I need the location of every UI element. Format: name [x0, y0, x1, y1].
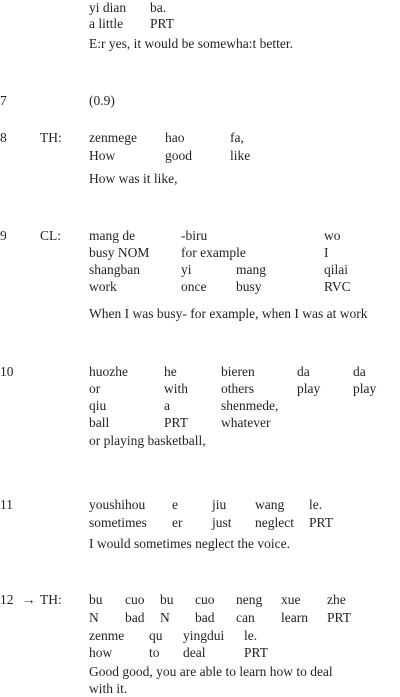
gloss-word: or	[89, 381, 101, 396]
translation-line: or playing basketball,	[89, 433, 206, 448]
gloss-word: How	[89, 148, 116, 163]
gloss-word: play	[353, 381, 377, 396]
gloss-word: bad	[125, 610, 145, 625]
gloss-word: ba.	[150, 0, 167, 15]
gloss-word: deal	[183, 645, 206, 660]
gloss-word: PRT	[164, 415, 188, 430]
gloss-word: others	[221, 381, 254, 396]
gloss-word: good	[165, 148, 192, 163]
gloss-word: bu	[89, 592, 103, 607]
gloss-word: hao	[165, 130, 185, 145]
gloss-word: busy	[236, 279, 262, 294]
gloss-word: er	[172, 515, 183, 530]
translation-line: with it.	[89, 681, 128, 696]
gloss-word: yingdui	[183, 628, 225, 643]
gloss-word: wang	[255, 497, 285, 512]
gloss-word: N	[160, 610, 170, 625]
gloss-word: whatever	[221, 415, 271, 430]
gloss-word: shenmede,	[221, 398, 279, 413]
gloss-word: can	[236, 610, 255, 625]
gloss-word: once	[181, 279, 207, 294]
gloss-word: yi	[181, 262, 192, 277]
line-number: 12	[0, 592, 14, 607]
gloss-word: zhe	[327, 592, 346, 607]
gloss-word: da	[353, 364, 366, 379]
gloss-word: like	[230, 148, 251, 163]
gloss-word: e	[172, 497, 178, 512]
gloss-word: play	[297, 381, 321, 396]
gloss-word: huozhe	[89, 364, 128, 379]
gloss-word: a	[164, 398, 170, 413]
gloss-word: N	[89, 610, 99, 625]
translation-line: Good good, you are able to learn how to deal	[89, 664, 333, 679]
gloss-word: work	[89, 279, 117, 294]
gloss-word: cuo	[195, 592, 215, 607]
line-number: 10	[0, 364, 14, 379]
gloss-word: le.	[309, 497, 323, 512]
gloss-word: mang de	[89, 228, 136, 243]
gloss-word: qiu	[89, 398, 107, 413]
gloss-word: yi dian	[89, 0, 127, 15]
gloss-word: just	[212, 515, 232, 530]
gloss-word: youshihou	[89, 497, 146, 512]
gloss-word: wo	[324, 228, 341, 243]
speaker-label: CL:	[40, 228, 62, 243]
gloss-word: PRT	[309, 515, 333, 530]
gloss-word: for example	[181, 245, 246, 260]
gloss-word: qu	[149, 628, 163, 643]
gloss-word: sometimes	[89, 515, 147, 530]
line-number: 7	[0, 93, 7, 108]
line-number: 9	[0, 228, 7, 243]
gloss-word: neglect	[255, 515, 294, 530]
translation-line: How was it like,	[89, 171, 178, 186]
arrow-icon: →	[22, 592, 36, 607]
line-number: 11	[0, 497, 13, 512]
pause-duration: (0.9)	[89, 93, 115, 108]
speaker-label: TH:	[40, 592, 62, 607]
gloss-word: learn	[281, 610, 308, 625]
translation-line: When I was busy- for example, when I was at work	[89, 306, 368, 321]
gloss-word: ball	[89, 415, 110, 430]
gloss-word: jiu	[212, 497, 227, 512]
gloss-word: bieren	[221, 364, 255, 379]
gloss-word: PRT	[150, 16, 174, 31]
gloss-word: zenme	[89, 628, 125, 643]
gloss-word: he	[164, 364, 177, 379]
gloss-word: da	[297, 364, 310, 379]
gloss-word: RVC	[324, 279, 351, 294]
gloss-word: PRT	[327, 610, 351, 625]
gloss-word: zenmege	[89, 130, 137, 145]
gloss-word: mang	[236, 262, 266, 277]
gloss-word: PRT	[244, 645, 268, 660]
gloss-word: bu	[160, 592, 174, 607]
gloss-word: a little	[89, 16, 124, 31]
gloss-word: shangban	[89, 262, 140, 277]
gloss-word: cuo	[125, 592, 145, 607]
gloss-word: to	[149, 645, 160, 660]
gloss-word: qilai	[324, 262, 348, 277]
gloss-word: I	[324, 245, 329, 260]
translation-line: E:r yes, it would be somewha:t better.	[89, 36, 293, 51]
gloss-word: xue	[281, 592, 301, 607]
gloss-word: le.	[244, 628, 258, 643]
speaker-label: TH:	[40, 130, 62, 145]
line-number: 8	[0, 130, 7, 145]
gloss-word: how	[89, 645, 113, 660]
gloss-word: neng	[236, 592, 263, 607]
gloss-word: fa,	[230, 130, 244, 145]
gloss-word: with	[164, 381, 189, 396]
gloss-word: -biru	[181, 228, 208, 243]
gloss-word: busy NOM	[89, 245, 150, 260]
gloss-word: bad	[195, 610, 215, 625]
translation-line: I would sometimes neglect the voice.	[89, 536, 290, 551]
